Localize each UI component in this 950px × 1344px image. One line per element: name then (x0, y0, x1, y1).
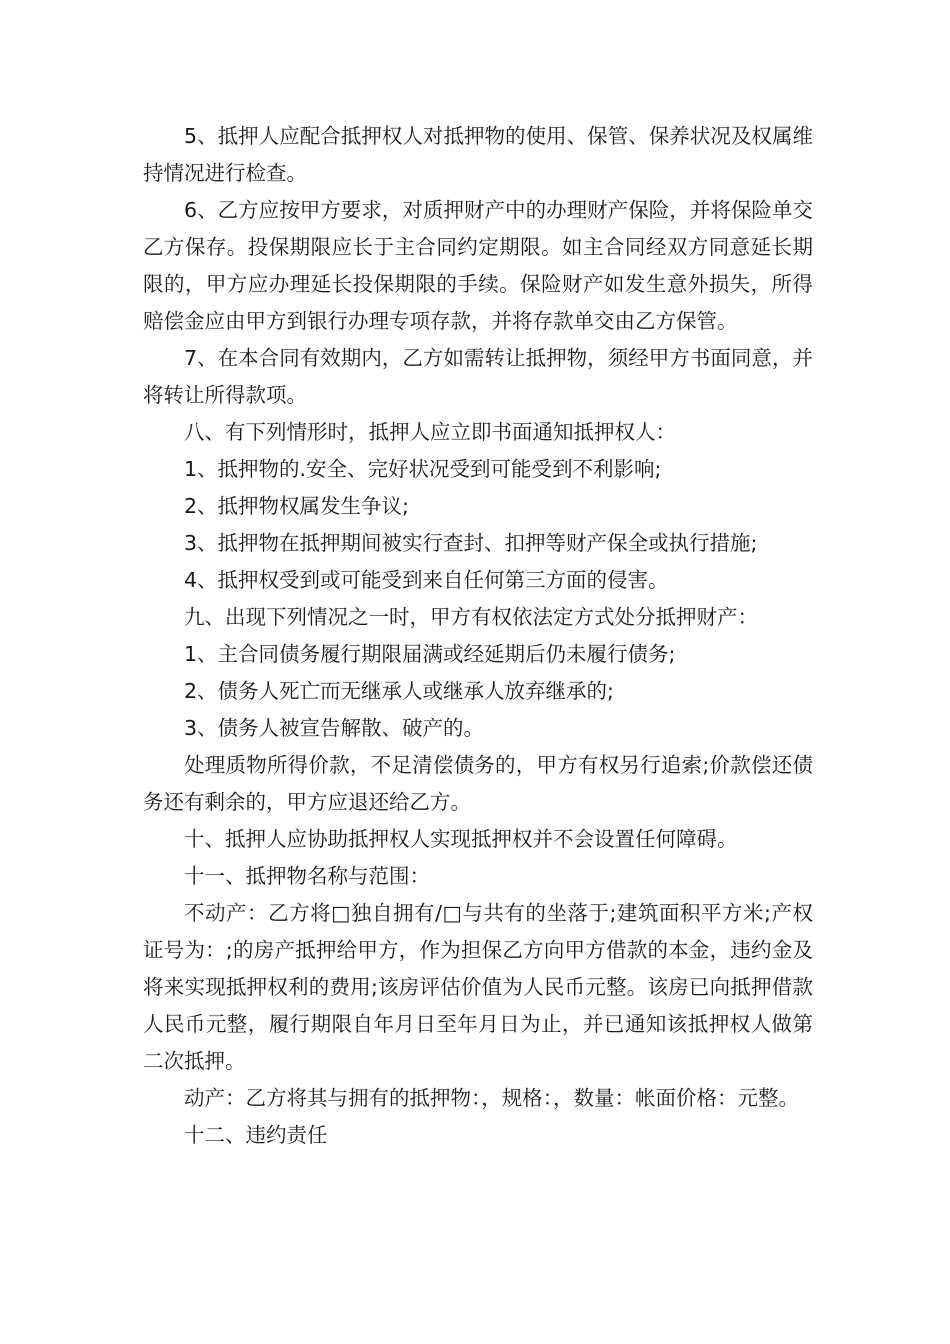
section-9-item-1: 1、主合同债务履行期限届满或经延期后仍未履行债务; (184, 642, 676, 666)
section-12-heading: 十二、违约责任 (184, 1123, 328, 1147)
real-estate-clause: 不动产：乙方将□独自拥有/□与共有的坐落于;建筑面积平方米;产权证号为：;的房产抵押给甲方，作为担保乙方向甲方借款的本金，违约金及将来实现抵押权利的费用;该房评估价值为人民币元整。该房已向抵押借款人民币元整，履行期限自年月日至年月日为止，并已通知该抵押权人做第二次抵押。 (143, 901, 813, 1073)
section-8-heading: 八、有下列情形时，抵押人应立即书面通知抵押权人： (184, 420, 676, 444)
section-8-item-1: 1、抵押物的.安全、完好状况受到可能受到不利影响; (184, 457, 662, 481)
section-9-item-2: 2、债务人死亡而无继承人或继承人放弃继承的; (184, 679, 614, 703)
section-9-item-3: 3、债务人被宣告解散、破产的。 (184, 716, 485, 740)
clause-6-insurance: 6、乙方应按甲方要求，对质押财产中的办理财产保险，并将保险单交乙方保存。投保期限应长于主合同约定期限。如主合同经双方同意延长期限的，甲方应办理延长投保期限的手续。保险财产如发生意外损失，所得赔偿金应由甲方到银行办理专项存款，并将存款单交由乙方保管。 (143, 198, 813, 333)
section-9-heading: 九、出现下列情况之一时，甲方有权依法定方式处分抵押财产： (184, 605, 758, 629)
section-11-heading: 十一、抵押物名称与范围： (184, 864, 430, 888)
disposal-proceeds: 处理质物所得价款，不足清偿债务的，甲方有权另行追索;价款偿还债务还有剩余的，甲方应退还给乙方。 (143, 753, 813, 814)
section-8-item-4: 4、抵押权受到或可能受到来自任何第三方面的侵害。 (184, 568, 669, 592)
document-body (143, 118, 813, 1154)
section-10: 十、抵押人应协助抵押权人实现抵押权并不会设置任何障碍。 (184, 827, 738, 851)
movable-property-clause: 动产：乙方将其与拥有的抵押物：，规格：，数量：帐面价格：元整。 (184, 1086, 799, 1110)
section-8-item-3: 3、抵押物在抵押期间被实行查封、扣押等财产保全或执行措施; (184, 531, 758, 555)
clause-5-inspection: 5、抵押人应配合抵押权人对抵押物的使用、保管、保养状况及权属维持情况进行检查。 (143, 124, 813, 185)
section-8-item-2: 2、抵押物权属发生争议; (184, 494, 409, 518)
clause-7-transfer: 7、在本合同有效期内，乙方如需转让抵押物，须经甲方书面同意，并将转让所得款项。 (143, 346, 813, 407)
